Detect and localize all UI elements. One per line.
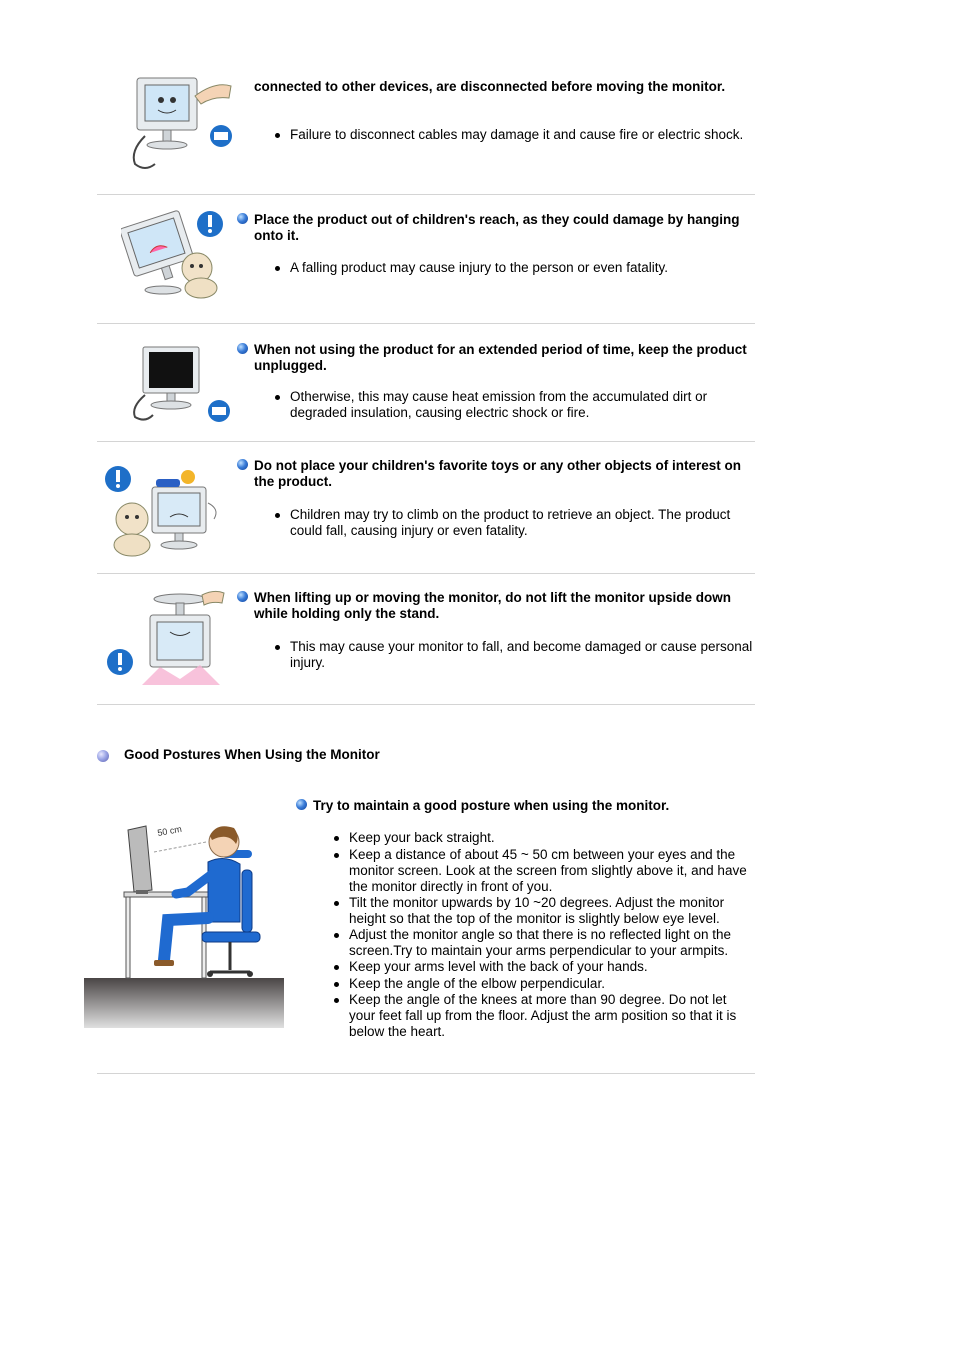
safety-section-children-reach [97,194,755,324]
toys-on-monitor-illustration [102,463,230,559]
list-item: Failure to disconnect cables may damage it and cause fire or electric shock. [254,127,754,143]
list-item: Adjust the monitor angle so that there is no reflected light on the screen.Try to maintain your arms perpendicular to your armpits. [313,927,755,959]
list-item: Keep the angle of the knees at more than 90 degree. Do not let your feet fall up from the floor. Adjust the arm position so that it is below the heart. [313,992,755,1040]
bullet-list [254,507,754,539]
bullet-list [254,639,754,671]
section-title: When lifting up or moving the monitor, do not lift the monitor upside down while holding only the stand. [254,590,756,622]
upside-down-monitor-illustration [102,587,226,689]
section-title: connected to other devices, are disconnected before moving the monitor. [254,79,726,94]
purple-bullet-icon [97,750,109,762]
posture-bullet-list [313,830,755,1040]
unplugged-monitor-illustration [127,345,233,425]
section-title: Place the product out of children's reach, as they could damage by hanging onto it. [254,212,756,244]
blue-bullet-icon [237,213,248,224]
list-item: Tilt the monitor upwards by 10 ~20 degrees. Adjust the monitor height so that the top of the monitor is slightly below eye level. [313,895,755,927]
list-item: Keep your arms level with the back of your hands. [313,959,755,976]
bullet-list [254,389,754,421]
bullet-list [254,127,754,143]
section-title: When not using the product for an extended period of time, keep the product unplugged. [254,342,756,374]
list-item: This may cause your monitor to fall, and become damaged or cause personal injury. [254,639,754,671]
blue-bullet-icon [237,591,248,602]
child-hanging-monitor-illustration [121,208,231,300]
list-item: Keep the angle of the elbow perpendicular. [313,976,755,992]
list-item: Otherwise, this may cause heat emission from the accumulated dirt or degraded insulation, causing electric shock or fire. [254,389,754,421]
monitor-unplug-illustration [125,76,235,176]
list-item: Keep a distance of about 45 ~ 50 cm between your eyes and the monitor screen. Look at the screen from slightly above it, and have the monitor directly in front of you. [313,847,755,895]
distance-label: 50 cm [156,823,183,838]
list-item: A falling product may cause injury to the person or even fatality. [254,260,754,276]
section-title: Try to maintain a good posture when using the monitor. [313,798,753,814]
blue-bullet-icon [237,343,248,354]
section-title: Do not place your children's favorite toys or any other objects of interest on the product. [254,458,756,490]
safety-section-lifting [97,573,755,705]
safety-section-toys [97,441,755,574]
list-item: Children may try to climb on the product to retrieve an object. The product could fall, causing injury or even fatality. [254,507,754,539]
list-item: Keep your back straight. [313,830,755,847]
bullet-list [254,260,754,276]
posture-section [97,780,755,1074]
safety-section-disconnect [97,70,755,195]
good-posture-illustration [84,810,284,1030]
blue-bullet-icon [237,459,248,470]
safety-section-unplug [97,323,755,442]
blue-bullet-icon [296,799,307,810]
